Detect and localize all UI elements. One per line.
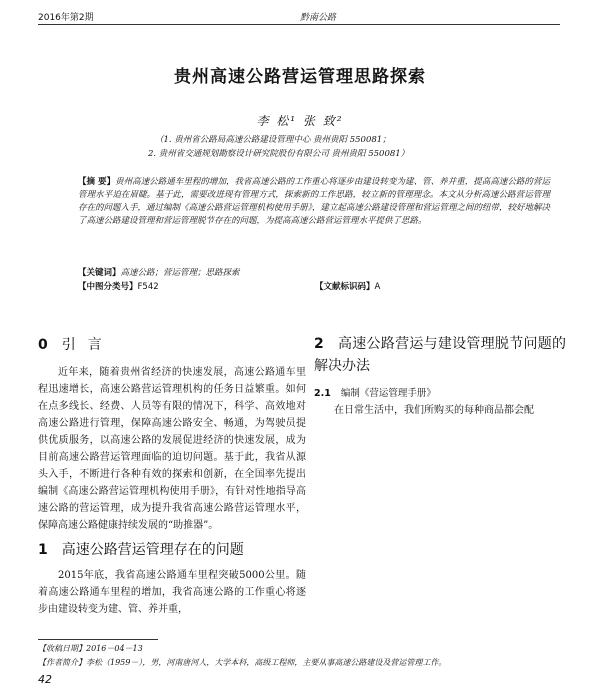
clc-label: 【中图分类号】 xyxy=(78,282,138,292)
section-heading-intro xyxy=(38,337,306,354)
keywords xyxy=(78,266,240,278)
running-header xyxy=(38,8,560,25)
doc-code-label: 【文献标识码】 xyxy=(315,282,375,292)
subsection-title: 编制《营运管理手册》 xyxy=(340,388,436,399)
document-code xyxy=(315,280,380,292)
footnote-received-date: 【收稿日期】2016－04－13 xyxy=(38,644,143,653)
affiliation-2: 2. 贵州省交通规划勘察设计研究院股份有限公司 贵州贵阳 550081） xyxy=(148,149,410,159)
page-number: 42 xyxy=(38,673,52,686)
doc-code-value: A xyxy=(374,282,381,292)
article-title: 贵州高速公路营运管理思路探索 xyxy=(174,67,426,87)
section-1-paragraph: 2015年底，我省高速公路通车里程突破5000公里。随着高速公路通车里程的增加，我省高速公路的工作重心将逐步由建设转变为建、管、养并重， xyxy=(38,570,306,615)
author-list: 李 松¹ 张 致² xyxy=(256,114,344,128)
clc-number xyxy=(78,280,159,292)
affiliation-1: （1. 贵州省公路局高速公路建设管理中心 贵州贵阳 550081； xyxy=(155,135,391,145)
section-heading-1 xyxy=(38,542,306,559)
abstract-text: 贵州高速公路通车里程的增加，我省高速公路的工作重心将逐步由建设转变为建、管、养并重，提高高速公路的营运管理水平迫在眉睫。基于此，需要改进现有管理方式，探索新的工作思路，较立新的管理理念。本文从分析高速公路营运管理存在的问题入手，通过编制《高速公路营运管理机构使用手册》，建立起高速公路建设管理和营运管理之间的纽带，较好地解决了高速公路建设管理和营运管理脱节存在的问题，为提高高速公路营运管理水平提供了思路。 xyxy=(78,177,550,226)
footnote-rule xyxy=(38,639,158,640)
subsection-heading xyxy=(314,385,566,402)
journal-name: 黔南公路 xyxy=(300,13,337,23)
section-heading-2 xyxy=(314,333,566,377)
intro-paragraph: 近年来，随着贵州省经济的快速发展，高速公路通车里程迅速增长，高速公路营运管理机构的任务日益繁重。如何在点多线长、经费、人员等有限的情况下，科学、高效地对高速公路进行管理，保障高速公路安全、畅通，为驾驶员提供优质服务，以高速公路的发展促进经济的快速发展，成为目前高速公路营运管理面临的迫切问题。基于此，我省从源头入手，不断进行各种有效的探索和创新，在全国率先提出编制《高速公路营运管理机构使用手册》，有针对性地指导高速公路的营运管理，成为提升我省高速公路营运管理水平，保障高速公路健康持续发展的“助推器”。 xyxy=(38,367,306,531)
clc-value: F542 xyxy=(137,282,159,292)
abstract-label: 【摘 要】 xyxy=(78,177,116,187)
abstract xyxy=(78,176,550,228)
section-title: 高速公路营运与建设管理脱节问题的解决办法 xyxy=(314,336,566,374)
subsection-number: 2.1 xyxy=(314,388,331,399)
keywords-label: 【关键词】 xyxy=(78,268,121,278)
section-number: 2 xyxy=(314,336,324,352)
section-number: 1 xyxy=(38,542,48,558)
section-number: 0 xyxy=(38,337,48,353)
section-2-paragraph: 在日常生活中，我们所购买的每种商品都会配 xyxy=(334,405,534,416)
keywords-text: 高速公路；营运管理；思路探索 xyxy=(120,268,240,278)
section-title: 引言 xyxy=(61,337,114,353)
footnote-author-bio: 【作者简介】李松（1959－），男，河南唐河人，大学本科，高级工程师，主要从事高速公路建设及营运管理工作。 xyxy=(38,658,447,667)
left-column xyxy=(38,325,306,618)
issue-label: 2016年第2期 xyxy=(38,13,94,23)
right-column xyxy=(314,325,566,419)
section-title: 高速公路营运管理存在的问题 xyxy=(61,542,244,558)
